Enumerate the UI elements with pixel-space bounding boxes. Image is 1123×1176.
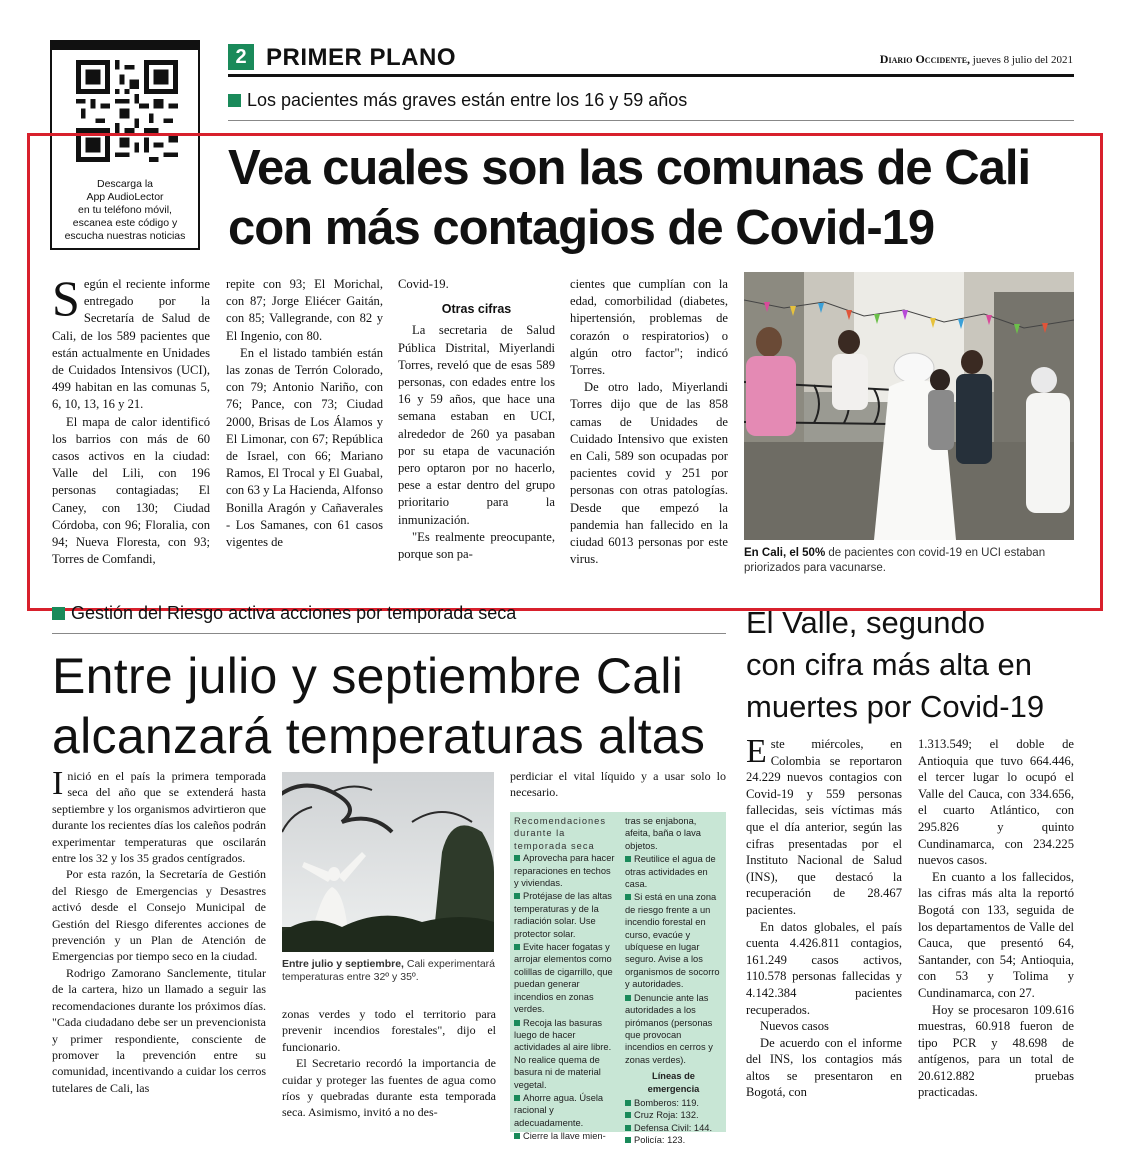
headline-line: con cifra más alta en: [746, 647, 1033, 682]
square-bullet-icon: [514, 1095, 520, 1101]
sidebar-item-text: Denuncie ante las autoridades a los pirómanos (personas que provocan incendios en cerros y zonas verdes).: [625, 992, 713, 1065]
headline-line: El Valle, segundo: [746, 605, 985, 640]
sidebar-title: Recomendaciones durante la temporada seca: [514, 816, 607, 851]
paragraph: perdiciar el vital líquido y a usar solo lo necesario.: [510, 769, 726, 800]
emergency-line: [625, 1109, 722, 1121]
sidebar-item: [514, 1092, 617, 1129]
sidebar-item: [514, 1130, 617, 1142]
sidebar-item-text: Recoja las basuras luego de hacer actividades al aire libre. No realice quema de basura ni de material vegetal.: [514, 1017, 612, 1090]
caption-lead: Entre julio y septiembre,: [282, 958, 404, 970]
paragraph: nició en el país la primera temporada seca del año que se extenderá hasta septiembre y los organismos advirtieron que durante los recientes días los caleños podrán experimentar temperaturas que oscilarán entre los 32 y los 35 grados centígrados.: [52, 769, 266, 866]
article2-column-3: [510, 768, 726, 801]
paragraph: 1.313.549; el doble de Antioquia que tuvo 664.446, el tercer lugar lo ocupó el Valle del Cauca, con 334.656, el cuarto Atlántico, con 295.826 y quinto Cundinamarca, con 234.225 nuevos casos.: [918, 737, 1074, 868]
paragraph: En datos globales, el país cuenta 4.426.811 contagios, 161.249 casos activos, 110.578 personas fallecidas y 4.142.384 pacientes recuperados.: [746, 919, 902, 1017]
header-rule: [228, 74, 1074, 77]
emergency-line-text: Policía: 123.: [634, 1135, 686, 1146]
article2-kicker: [52, 603, 516, 624]
square-bullet-icon: [228, 94, 241, 107]
paragraph: cientes que cumplían con la edad, comorbilidad (diabetes, hipertensión, problemas de corazón o respiratorios) o algún otro factor"; indicó Torres.: [570, 277, 728, 378]
sidebar-item-text: tras se enjabona, afeita, baña o lava objetos.: [625, 816, 701, 851]
paragraph: El mapa de calor identificó los barrios con más de 60 casos activos en la ciudad: Valle del Lili, con 196 personas contagiadas; El Caney, con 130; Ciudad Córdoba, con 96; Floralia, con 94; Nueva Floresta, con 93; Torres de Comfandi,: [52, 414, 210, 567]
square-bullet-icon: [52, 607, 65, 620]
qr-caption-line: en tu teléfono móvil,: [78, 204, 172, 216]
caption-text: de pacientes con covid-19 en UCI estaban priorizados para vacunarse.: [744, 547, 1046, 574]
paragraph: repite con 93; El Morichal, con 87; Jorge Eliécer Gaitán, con 85; Vallegrande, con 82 y El Ingenio, con 80.: [226, 277, 383, 343]
paragraph: zonas verdes y todo el territorio para prevenir incendios forestales", dijo el funcionario.: [282, 1007, 496, 1054]
square-bullet-icon: [625, 1125, 631, 1131]
article2-column-1: [52, 765, 266, 1096]
article3-headline[interactable]: [746, 602, 1086, 728]
drop-cap: E: [746, 733, 767, 770]
emergency-line: [625, 1134, 722, 1146]
kicker-rule: [52, 633, 726, 634]
article2-column-2: [282, 1006, 496, 1121]
paragraph: Hoy se procesaron 109.616 muestras, 60.918 fueron de tipo PCR y 48.698 de antígenos, para un total de 20.612.882 pruebas practicadas.: [918, 1002, 1074, 1100]
headline-line: Entre julio y septiembre Cali: [52, 648, 684, 704]
sidebar-item-text: Si está en una zona de riesgo frente a un incendio forestal en curso, evacúe y ubíquese en lugar seguro. Avise a los organismos de socorro y autoridades.: [625, 892, 720, 990]
article3-column-2: [918, 736, 1074, 1101]
emergency-line-text: Cruz Roja: 132.: [634, 1110, 699, 1121]
square-bullet-icon: [625, 995, 631, 1001]
paragraph: ste miércoles, en Colombia se reportaron 24.229 nuevos contagios con Covid-19 y 559 personas fallecidas, seis víctimas más que el día anterior, según las cifras presentadas por el Instituto Nacional de Salud (INS), que destacó la recuperación de 28.467 pacientes.: [746, 737, 902, 917]
emergency-lines-title: Líneas de emergencia: [647, 1071, 700, 1094]
square-bullet-icon: [625, 856, 631, 862]
paragraph: De otro lado, Miyerlandi Torres dijo que de las 858 camas de Unidades de Cuidado Intensivo que existen en Cali, 589 son ocupadas por pacientes covid y 251 por personas con otras patologías. Desde que empezó la pandemia han fallecido en la ciudad 6013 personas por este virus.: [570, 380, 728, 567]
sidebar-item-text: Ahorre agua. Úsela racional y adecuadamente.: [514, 1092, 604, 1128]
photo2-caption: [282, 958, 498, 984]
sidebar-right-column: [625, 815, 722, 1147]
paragraph: De acuerdo con el informe del INS, los contagios más altos se presentaron en Bogotá, con: [746, 1035, 902, 1100]
sidebar-item-text: Reutilice el agua de otras actividades en casa.: [625, 854, 716, 890]
square-bullet-icon: [514, 893, 520, 899]
drop-cap: I: [52, 765, 64, 802]
paragraph: La secretaria de Salud Pública Distrital, Miyerlandi Torres, reveló que de esas 589 personas, con edades entre los 16 y 59 años, que hace una semana estaban en UCI, alrededor de 260 ya pasaban por su etapa de vacunación pero optaron por no hacerlo, pese a estar dentro del grupo prioritario para la inmunización.: [398, 323, 555, 527]
article2-headline[interactable]: [52, 646, 742, 766]
square-bullet-icon: [514, 1020, 520, 1026]
emergency-line-text: Bomberos: 119.: [634, 1097, 699, 1108]
paragraph: egún el reciente informe entregado por la Secretaría de Salud de Cali, de los 589 pacientes que están actualmente en Unidades de Cuidados Intensivos (UCI), 499 habitan en las comunas 5, 6, 10, 13, 16 y 21.: [52, 277, 210, 412]
square-bullet-icon: [625, 1100, 631, 1106]
paragraph: El Secretario recordó la importancia de cuidar y proteger las fuentes de agua como ríos y quebradas durante esta temporada seca. Asimismo, invitó a no des-: [282, 1056, 496, 1120]
sidebar-item: [625, 853, 722, 890]
cristo-rey-photo[interactable]: [282, 772, 494, 952]
qr-box-topbar: [52, 42, 198, 50]
headline-line: Vea cuales son las comunas de Cali: [228, 141, 1031, 195]
square-bullet-icon: [514, 1133, 520, 1139]
sidebar-item: [625, 891, 722, 990]
sidebar-item: [514, 890, 617, 940]
qr-caption-line: Descarga la: [96, 178, 154, 190]
sidebar-item: [514, 1017, 617, 1091]
article1-kicker: [228, 90, 687, 111]
sidebar-item-text: Evite hacer fogatas y arrojar elementos como colillas de cigarrillo, que puedan generar incendios en zonas verdes.: [514, 942, 613, 1015]
headline-line: alcanzará temperaturas altas: [52, 708, 706, 764]
sidebar-item: [514, 852, 617, 889]
paragraph: Rodrigo Zamorano Sanclemente, titular de la cartera, hizo un llamado a seguir las recomendaciones durante los próximos días. "Cada ciudadano debe ser un prevencionista y primer respondiente, consciente de promover la prevención entre su comunidad, incentivando a cuidar los cerros tutelares de Cali, las: [52, 965, 266, 1095]
square-bullet-icon: [514, 855, 520, 861]
sidebar-left-column: [514, 815, 617, 1144]
article2-kicker-text: Gestión del Riesgo activa acciones por temporada seca: [71, 603, 517, 623]
paragraph: Por esta razón, la Secretaría de Gestión del Riesgo de Emergencias y Desastres activó desde el Consejo Municipal de Gestión del Riesgo diferentes acciones de prevención y un Plan de Atención de Emergencias por tiempo seco en la ciudad.: [52, 867, 266, 964]
qr-caption-line: escucha nuestras noticias: [64, 230, 186, 242]
paragraph: Nuevos casos: [760, 1019, 829, 1034]
sidebar-item-text: Aprovecha para hacer reparaciones en techos y viviendas.: [514, 853, 615, 889]
square-bullet-icon: [625, 1112, 631, 1118]
headline-line: con más contagios de Covid-19: [228, 201, 935, 255]
paragraph: En cuanto a los fallecidos, las cifras más alta la reportó Bogotá con 133, seguida de los departamentos de Valle del Cauca, que presentó 64, Santander, con 54; Antioquia, con 53 y Tolima y Cundinamarca, con 27.: [918, 869, 1074, 1000]
emergency-line: [625, 1122, 722, 1134]
article1-subhead: Otras cifras: [441, 302, 512, 317]
qr-caption-line: escanea este código y: [72, 217, 178, 229]
emergency-line-text: Defensa Civil: 144.: [634, 1122, 713, 1133]
kicker-rule: [228, 120, 1074, 121]
headline-line: muertes por Covid-19: [746, 689, 1045, 724]
article3-column-1: [746, 733, 902, 1101]
article1-kicker-text: Los pacientes más graves están entre los 16 y 59 años: [247, 90, 688, 110]
sidebar-item-text: Cierre la llave mien-: [523, 1131, 606, 1142]
recommendations-sidebar: [510, 812, 726, 1146]
sidebar-item: [625, 992, 722, 1066]
caption-text: Cali experimentará temperaturas entre 32º y 35º.: [282, 958, 495, 983]
brand-name: Diario Occidente,: [879, 52, 971, 66]
paragraph: Covid-19.: [398, 277, 449, 291]
page-number: 2: [228, 44, 254, 70]
square-bullet-icon: [625, 894, 631, 900]
section-title: PRIMER PLANO: [266, 44, 457, 71]
sidebar-item-text: Protéjase de las altas temperaturas y de la radiación solar. Use protector solar.: [514, 891, 612, 939]
paragraph: En el listado también están las zonas de Terrón Colorado, con 79; Antonio Nariño, con 76; Pance, con 73; Ciudad 2000, Brisas de Los Álamos y El Limonar, con 67; República de Israel, con 66; Mariano Ramos, El Trocal y El Guabal, con 63 y La Hacienda, Alfonso Bonilla Aragón y Cañaverales - Los Samanes, con 61 casos vigentes de: [226, 345, 383, 550]
highlight-frame: [27, 133, 1103, 611]
emergency-line: [625, 1097, 722, 1109]
square-bullet-icon: [514, 944, 520, 950]
paragraph: "Es realmente preocupante, porque son pa-: [398, 529, 555, 562]
caption-lead: En Cali, el 50%: [744, 547, 826, 559]
sidebar-item: [514, 941, 617, 1015]
masthead: [880, 52, 1073, 67]
qr-caption-line: App AudioLector: [86, 191, 164, 203]
square-bullet-icon: [625, 1137, 631, 1143]
issue-date: jueves 8 julio del 2021: [972, 54, 1073, 66]
drop-cap: S: [52, 270, 80, 326]
